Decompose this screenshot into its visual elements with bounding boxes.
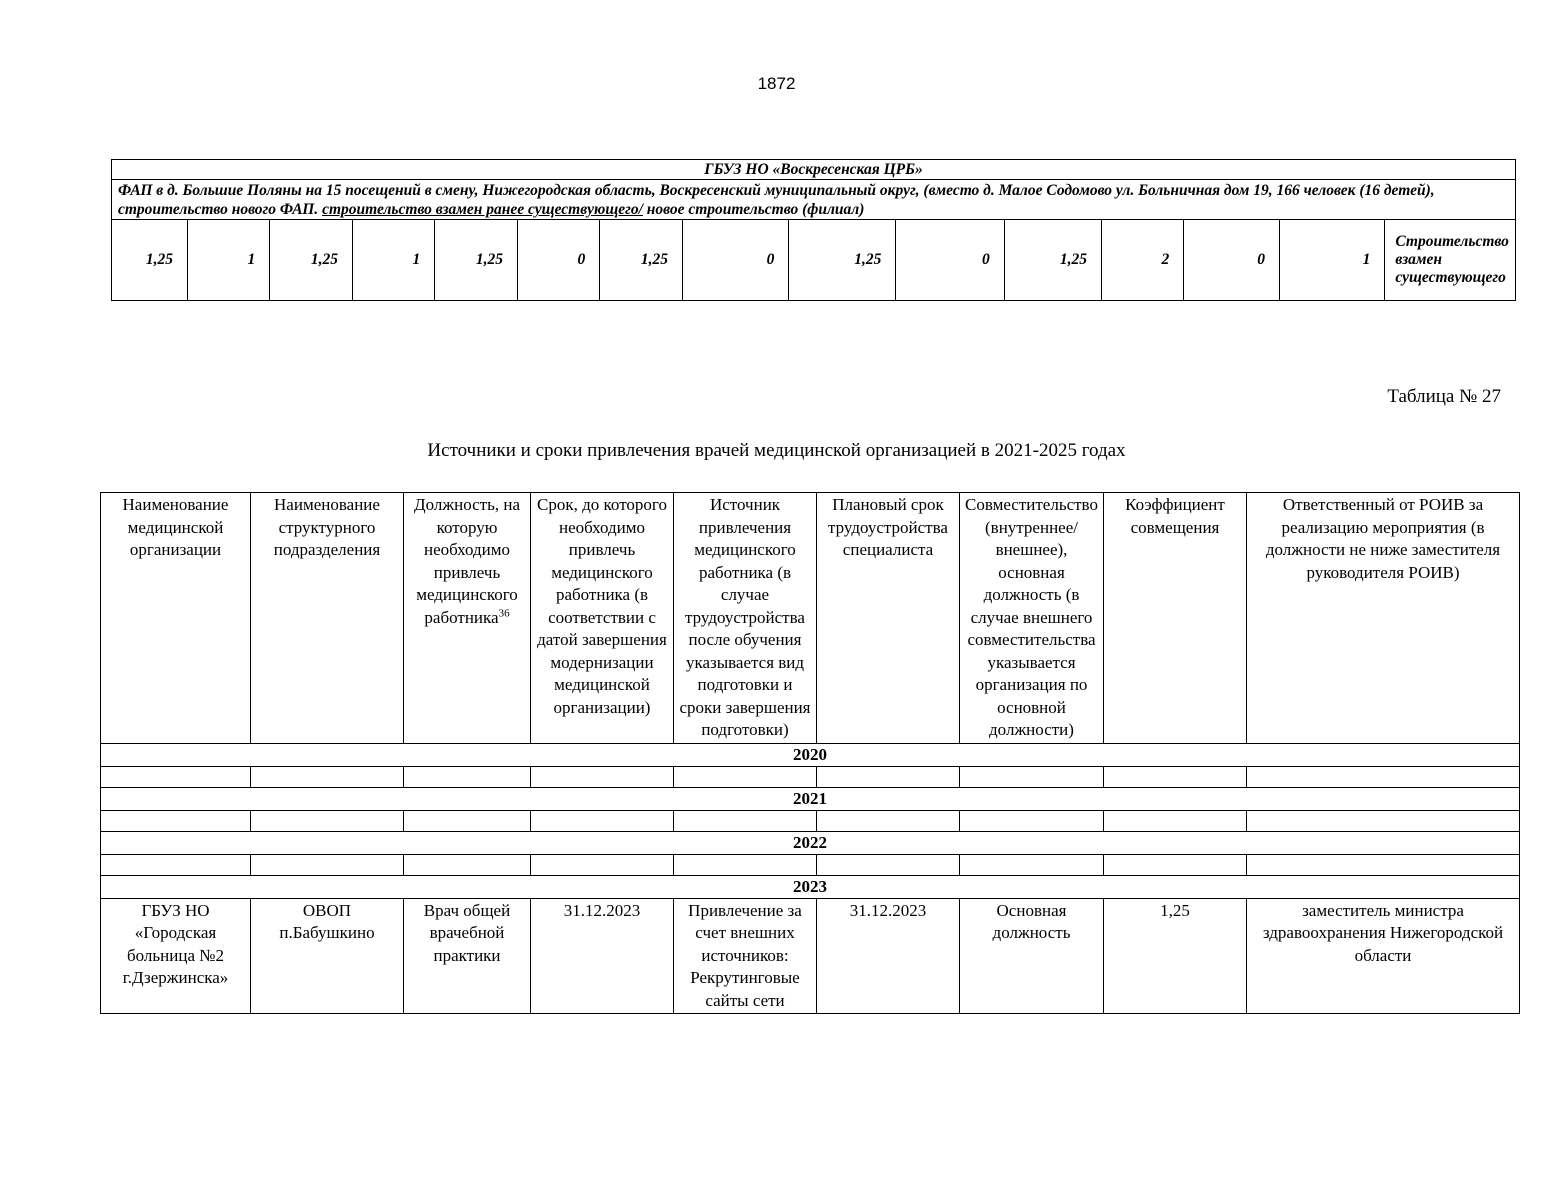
year-label: 2021 (101, 787, 1520, 810)
year-row (101, 787, 1520, 810)
year-label: 2022 (101, 831, 1520, 854)
top-table (111, 159, 1516, 301)
table-row (101, 898, 1520, 1014)
object-description (112, 180, 1516, 220)
empty-row (101, 810, 1520, 831)
header-cell: Срок, до которого необходимо привлечь медицинского работника (в соответствии с датой завершения модернизации медицинской организации) (531, 493, 674, 744)
source-cell: Привлечение за счет внешних источников: Рекрутинговые сайты сети (674, 898, 817, 1014)
division-cell: ОВОП п.Бабушкино (251, 898, 404, 1014)
value-cell: 1 (353, 220, 435, 301)
value-cell: 0 (1184, 220, 1280, 301)
header-cell (404, 493, 531, 744)
footnote-marker: 36 (498, 606, 510, 619)
value-cell: 0 (518, 220, 600, 301)
org-name: ГБУЗ НО «Воскресенская ЦРБ» (112, 160, 1516, 180)
header-cell: Наименование структурного подразделения (251, 493, 404, 744)
header-cell: Ответственный от РОИВ за реализацию мероприятия (в должности не ниже заместителя руководителя РОИВ) (1247, 493, 1520, 744)
doc-title: Источники и сроки привлечения врачей медицинской организацией в 2021-2025 годах (427, 440, 1126, 461)
values-row (112, 220, 1516, 301)
value-cell: 1,25 (435, 220, 518, 301)
value-cell: 1,25 (789, 220, 896, 301)
table-label: Таблица № 27 (1387, 386, 1501, 407)
header-cell: Плановый срок трудоустройства специалиста (817, 493, 960, 744)
value-cell: 1,25 (270, 220, 353, 301)
year-label: 2020 (101, 743, 1520, 766)
description-underlined: строительство взамен ранее существующего/ (322, 201, 643, 218)
year-row (101, 743, 1520, 766)
value-cell: 2 (1102, 220, 1184, 301)
value-cell: 1 (188, 220, 270, 301)
planned-date-cell: 31.12.2023 (817, 898, 960, 1014)
header-cell: Источник привлечения медицинского работника (в случае трудоустройства после обучения указывается вид подготовки и сроки завершения подготовки) (674, 493, 817, 744)
value-cell: 1,25 (600, 220, 683, 301)
year-row (101, 875, 1520, 898)
value-cell: 1,25 (1004, 220, 1101, 301)
header-text: Должность, на которую необходимо привлечь медицинского работника (414, 495, 520, 627)
org-cell: ГБУЗ НО «Городская больница №2 г.Дзержинска» (101, 898, 251, 1014)
value-cell: 1 (1279, 220, 1384, 301)
header-row (101, 493, 1520, 744)
position-cell: Врач общей врачебной практики (404, 898, 531, 1014)
page-number: 1872 (757, 74, 796, 93)
year-row (101, 831, 1520, 854)
responsible-cell: заместитель министра здравоохранения Нижегородской области (1247, 898, 1520, 1014)
description-tail: новое строительство (филиал) (642, 201, 865, 218)
header-cell: Коэффициент совмещения (1104, 493, 1247, 744)
combination-cell: Основная должность (960, 898, 1104, 1014)
value-cell: 0 (683, 220, 789, 301)
empty-row (101, 766, 1520, 787)
value-cell: 1,25 (112, 220, 188, 301)
header-cell: Наименование медицинской организации (101, 493, 251, 744)
coefficient-cell: 1,25 (1104, 898, 1247, 1014)
description-text: ФАП в д. Большие Поляны на 15 посещений в смену, Нижегородская область, Воскресенский муниципальный округ, (вместо д. Малое Содомово ул. Больничная дом 19, 166 человек (16 детей), строительство нового ФАП. (118, 182, 1435, 218)
note-cell: Строительство взамен существующего (1385, 220, 1516, 301)
header-cell: Совместительство (внутреннее/внешнее), основная должность (в случае внешнего совместительства указывается организация по основной должности) (960, 493, 1104, 744)
deadline-cell: 31.12.2023 (531, 898, 674, 1014)
empty-row (101, 854, 1520, 875)
year-label: 2023 (101, 875, 1520, 898)
value-cell: 0 (896, 220, 1004, 301)
main-table (100, 492, 1520, 1014)
